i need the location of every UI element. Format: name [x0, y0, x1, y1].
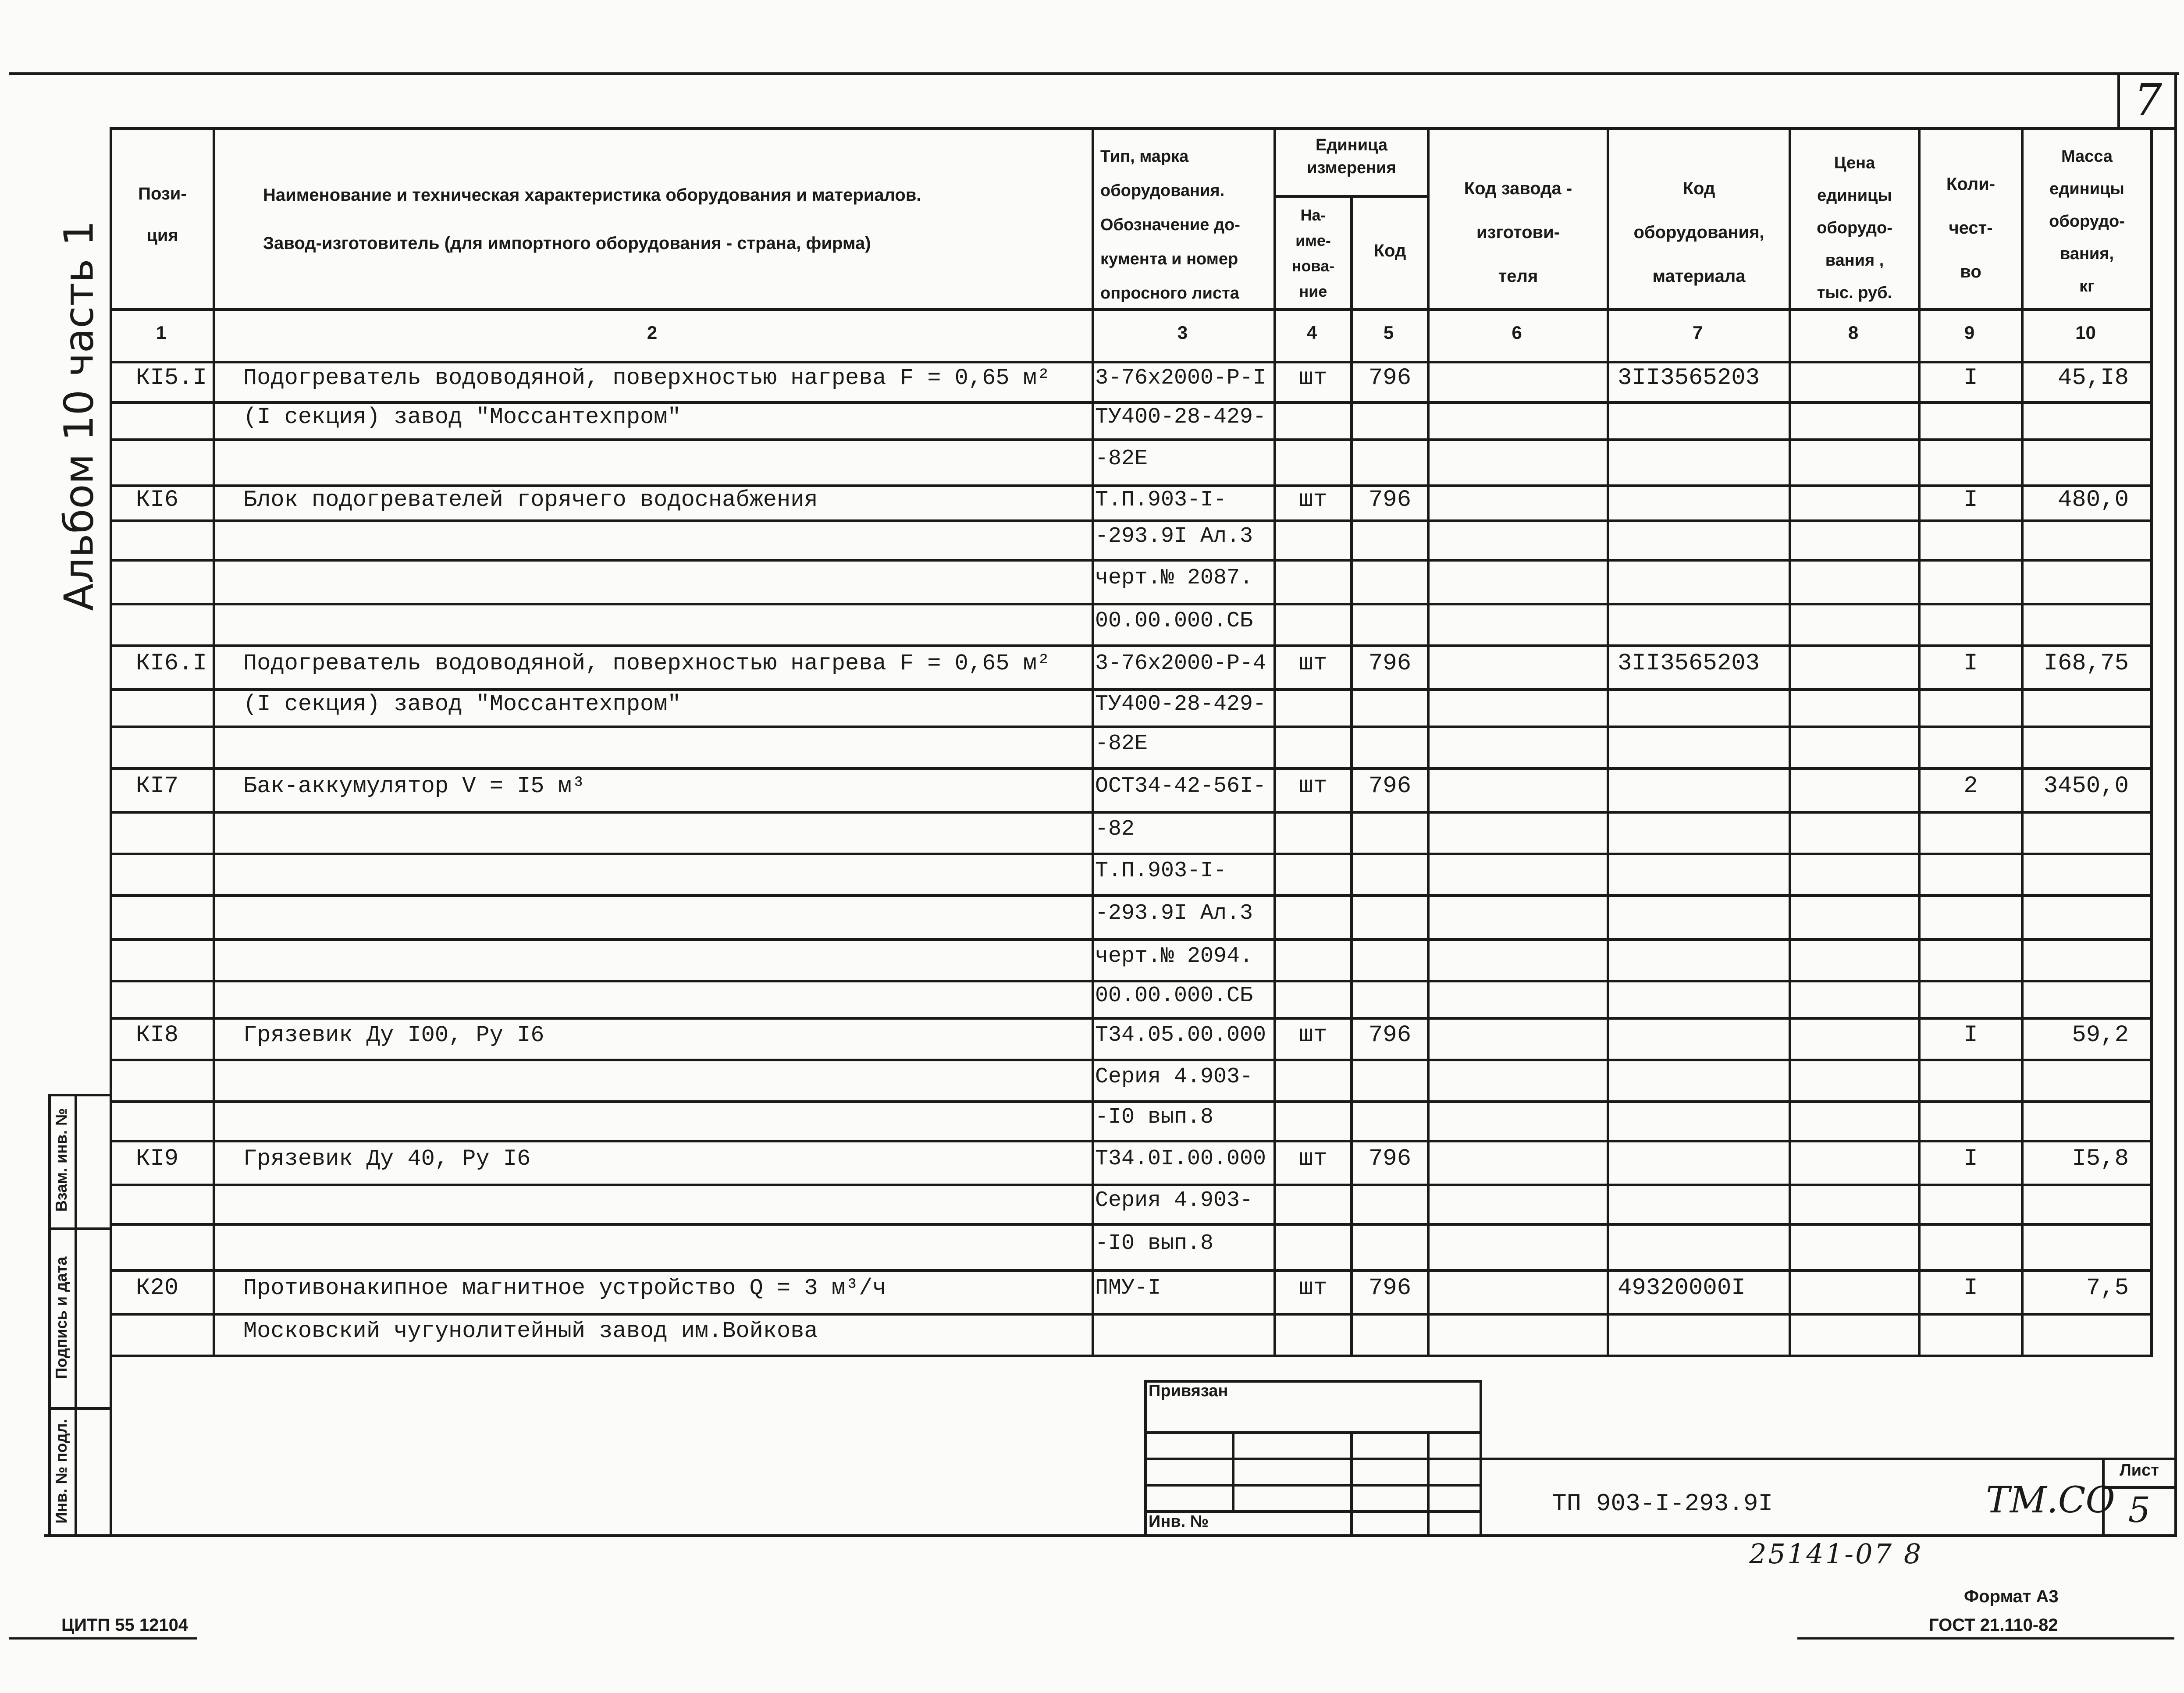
row-divider — [110, 894, 2153, 897]
row-divider — [110, 938, 2153, 941]
row-divider — [110, 438, 2153, 441]
cell-unit: шт — [1299, 487, 1327, 513]
cell-equip-code: 3II3565203 — [1618, 365, 1760, 391]
cell-qty: I — [1963, 650, 1978, 677]
cell-type: Серия 4.903- — [1095, 1188, 1253, 1213]
printer-mark: ЦИТП 55 12104 — [61, 1615, 189, 1635]
column-number-4: 4 — [1306, 322, 1317, 343]
cell-mass: I5,8 — [2072, 1145, 2129, 1172]
cell-name: Подогреватель водоводяной, поверхностью нагрева F = 0,65 м² — [243, 365, 1051, 391]
gost-label: ГОСТ 21.110-82 — [1929, 1615, 2058, 1635]
cell-qty: I — [1963, 487, 1978, 513]
title-attach-v3 — [1427, 1431, 1430, 1537]
side-stamp-mid — [75, 1094, 77, 1537]
title-main-top — [1480, 1458, 2177, 1460]
row-divider — [110, 519, 2153, 522]
cell-name: Грязевик Ду I00, Ру I6 — [243, 1022, 544, 1048]
unit-sub-line — [1273, 195, 1430, 198]
header-col4: На- име- нова- ние — [1291, 206, 1335, 300]
cell-type: черт.№ 2087. — [1095, 566, 1253, 590]
cell-pos: КI9 — [136, 1145, 179, 1172]
cell-qty: 2 — [1963, 773, 1978, 800]
cell-type: 3-76х2000-Р-4 — [1095, 651, 1266, 676]
cell-pos: КI7 — [136, 773, 179, 800]
cell-type: -293.9I Ал.3 — [1095, 524, 1253, 549]
col-line-5 — [1427, 127, 1430, 1355]
cell-qty: I — [1963, 365, 1978, 391]
row-divider — [110, 811, 2153, 814]
header-unit-group: Единица измерения — [1307, 136, 1396, 177]
column-number-6: 6 — [1512, 322, 1522, 343]
header-col7: Код оборудования, материала — [1633, 179, 1764, 286]
side-stamp-inv-orig: Инв. № подл. — [52, 1419, 70, 1524]
side-stamp-inv-replace: Взам. инв. № — [52, 1108, 70, 1212]
cell-type: ПМУ-I — [1095, 1276, 1161, 1301]
sheet-corner-number: 7 — [2134, 75, 2162, 126]
row-divider — [110, 559, 2153, 562]
cell-equip-code: 3II3565203 — [1618, 650, 1760, 677]
cell-pos: КI5.I — [136, 365, 207, 391]
cell-unit: шт — [1299, 1021, 1327, 1049]
cell-type: черт.№ 2094. — [1095, 943, 1253, 969]
row-divider — [110, 1017, 2153, 1020]
title-attach-div2 — [1144, 1458, 1482, 1460]
sheet-box-div — [2102, 1486, 2177, 1489]
cell-type: -293.9I Ал.3 — [1095, 901, 1253, 926]
header-col3: Тип, марка оборудования. Обозначение до- кумента и номер опросного листа — [1100, 147, 1240, 302]
cell-mass: I68,75 — [2043, 650, 2129, 677]
row-divider — [110, 688, 2153, 691]
row-divider — [110, 603, 2153, 605]
col-line-10 — [2150, 127, 2153, 1355]
header-col2: Наименование и техническая характеристика оборудования и материалов. Завод-изготовитель (для импортного оборудования - страна, фирма) — [263, 185, 921, 253]
side-stamp-left — [48, 1094, 51, 1537]
cell-type: Серия 4.903- — [1095, 1064, 1253, 1089]
cell-unit: шт — [1299, 650, 1327, 677]
column-number-2: 2 — [647, 322, 658, 343]
cell-type: ОСТ34-42-56I- — [1095, 774, 1266, 799]
row-divider — [110, 767, 2153, 770]
cell-name: Блок подогревателей горячего водоснабжения — [243, 487, 818, 513]
cell-type: -82Е — [1095, 731, 1148, 756]
inv-no-label: Инв. № — [1149, 1512, 1209, 1531]
cell-code: 796 — [1368, 365, 1412, 391]
cell-code: 796 — [1368, 650, 1412, 677]
cell-type: 00.00.000.СБ — [1095, 608, 1253, 633]
header-top-line — [110, 127, 2153, 130]
sheet-label: Лист — [2120, 1461, 2159, 1480]
cell-type: Т.П.903-I- — [1095, 487, 1227, 512]
row-divider — [110, 1355, 2153, 1357]
row-divider — [110, 853, 2153, 855]
header-col9: Коли- чест- во — [1946, 174, 1995, 281]
bottom-right-underline — [1797, 1637, 2174, 1640]
cell-unit: шт — [1299, 365, 1327, 391]
archive-number: 25141-07 8 — [1749, 1538, 1923, 1570]
cell-qty: I — [1963, 1275, 1978, 1302]
column-number-3: 3 — [1177, 322, 1188, 343]
cell-type: Т34.0I.00.000 — [1095, 1146, 1266, 1171]
cell-mass: 3450,0 — [2043, 773, 2129, 800]
column-number-1: 1 — [156, 322, 167, 343]
cell-equip-code: 49320000I — [1618, 1275, 1746, 1302]
cell-mass: 59,2 — [2072, 1021, 2129, 1049]
row-divider — [110, 1140, 2153, 1142]
row-divider — [110, 1223, 2153, 1226]
title-attach-div1 — [1144, 1431, 1482, 1434]
cell-type: ТУ400-28-429- — [1095, 691, 1266, 717]
cell-name: (I секция) завод "Моссантехпром" — [243, 404, 681, 430]
cell-name: Бак-аккумулятор V = I5 м³ — [243, 773, 586, 799]
col-line-7 — [1789, 127, 1791, 1355]
cell-unit: шт — [1299, 1145, 1327, 1172]
attached-label: Привязан — [1149, 1382, 1228, 1400]
cell-mass: 7,5 — [2086, 1275, 2129, 1302]
cell-mass: 480,0 — [2057, 487, 2129, 513]
cell-pos: КI6.I — [136, 650, 207, 677]
row-divider — [110, 644, 2153, 647]
row-divider — [110, 980, 2153, 982]
row-divider — [110, 401, 2153, 404]
cell-code: 796 — [1368, 487, 1412, 513]
row-divider — [110, 1184, 2153, 1186]
cell-type: -I0 вып.8 — [1095, 1231, 1214, 1256]
title-attach-v1 — [1232, 1431, 1234, 1510]
cell-unit: шт — [1299, 773, 1327, 800]
header-col8: Цена единицы оборудо- вания , тыс. руб. — [1817, 154, 1892, 302]
cell-code: 796 — [1368, 1145, 1412, 1172]
cell-type: -82 — [1095, 816, 1135, 842]
format-label: Формат А3 — [1964, 1587, 2059, 1606]
cell-qty: I — [1963, 1145, 1978, 1172]
cell-type: -I0 вып.8 — [1095, 1105, 1214, 1130]
corner-box-left — [2117, 72, 2120, 129]
cell-name: Подогреватель водоводяной, поверхностью нагрева F = 0,65 м² — [243, 651, 1051, 676]
cell-code: 796 — [1368, 773, 1412, 800]
side-stamp-sign-date: Подпись и дата — [52, 1256, 70, 1379]
cell-type: ТУ400-28-429- — [1095, 404, 1266, 430]
col-line-2 — [1092, 127, 1094, 1355]
colnum-bottom-line — [110, 361, 2153, 363]
column-number-8: 8 — [1848, 322, 1859, 343]
cell-name: Грязевик Ду 40, Ру I6 — [243, 1146, 531, 1172]
cell-name: (I секция) завод "Моссантехпром" — [243, 691, 681, 717]
header-col1: Пози- ция — [138, 184, 187, 245]
title-attach-div3 — [1144, 1484, 1482, 1487]
column-number-5: 5 — [1383, 322, 1394, 343]
cell-pos: К20 — [136, 1275, 179, 1302]
cell-name: Противонакипное магнитное устройство Q = 3 м³/ч — [243, 1275, 886, 1301]
column-number-9: 9 — [1964, 322, 1975, 343]
album-label: Альбом 10 часть 1 — [55, 220, 103, 611]
row-divider — [110, 726, 2153, 728]
cell-pos: КI8 — [136, 1021, 179, 1049]
side-stamp-div1 — [48, 1227, 112, 1230]
frame-right-line — [2174, 72, 2177, 1537]
cell-code: 796 — [1368, 1021, 1412, 1049]
cell-pos: КI6 — [136, 487, 179, 513]
frame-top-line — [9, 72, 2179, 75]
cell-type: 3-76х2000-Р-I — [1095, 366, 1266, 391]
sheet-number: 5 — [2128, 1490, 2151, 1530]
row-divider — [110, 1100, 2153, 1103]
cell-type: 00.00.000.СБ — [1095, 983, 1253, 1008]
frame-bottom-line — [44, 1534, 2177, 1537]
printer-underline — [9, 1637, 197, 1640]
cell-type: -82Е — [1095, 446, 1148, 471]
section-code: ТМ.СО — [1986, 1480, 2115, 1521]
cell-name: Московский чугунолитейный завод им.Войкова — [243, 1318, 818, 1344]
column-number-7: 7 — [1692, 322, 1703, 343]
header-col5: Код — [1373, 241, 1406, 260]
cell-type: Т34.05.00.000 — [1095, 1022, 1266, 1048]
cell-type: Т.П.903-I- — [1095, 858, 1227, 883]
cell-qty: I — [1963, 1021, 1978, 1049]
header-col10: Масса единицы оборудо- вания, кг — [2049, 147, 2125, 295]
col-line-1 — [213, 127, 215, 1355]
row-divider — [110, 1269, 2153, 1272]
row-divider — [110, 1059, 2153, 1061]
column-number-10: 10 — [2075, 322, 2096, 343]
title-attach-v2 — [1350, 1431, 1353, 1537]
row-divider — [110, 1313, 2153, 1316]
cell-code: 796 — [1368, 1275, 1412, 1302]
cell-mass: 45,I8 — [2057, 365, 2129, 391]
header-col6: Код завода - изготови- теля — [1464, 179, 1572, 286]
document-code: ТП 903-I-293.9I — [1552, 1490, 1773, 1518]
cell-unit: шт — [1299, 1275, 1327, 1302]
col-line-6 — [1607, 127, 1609, 1355]
